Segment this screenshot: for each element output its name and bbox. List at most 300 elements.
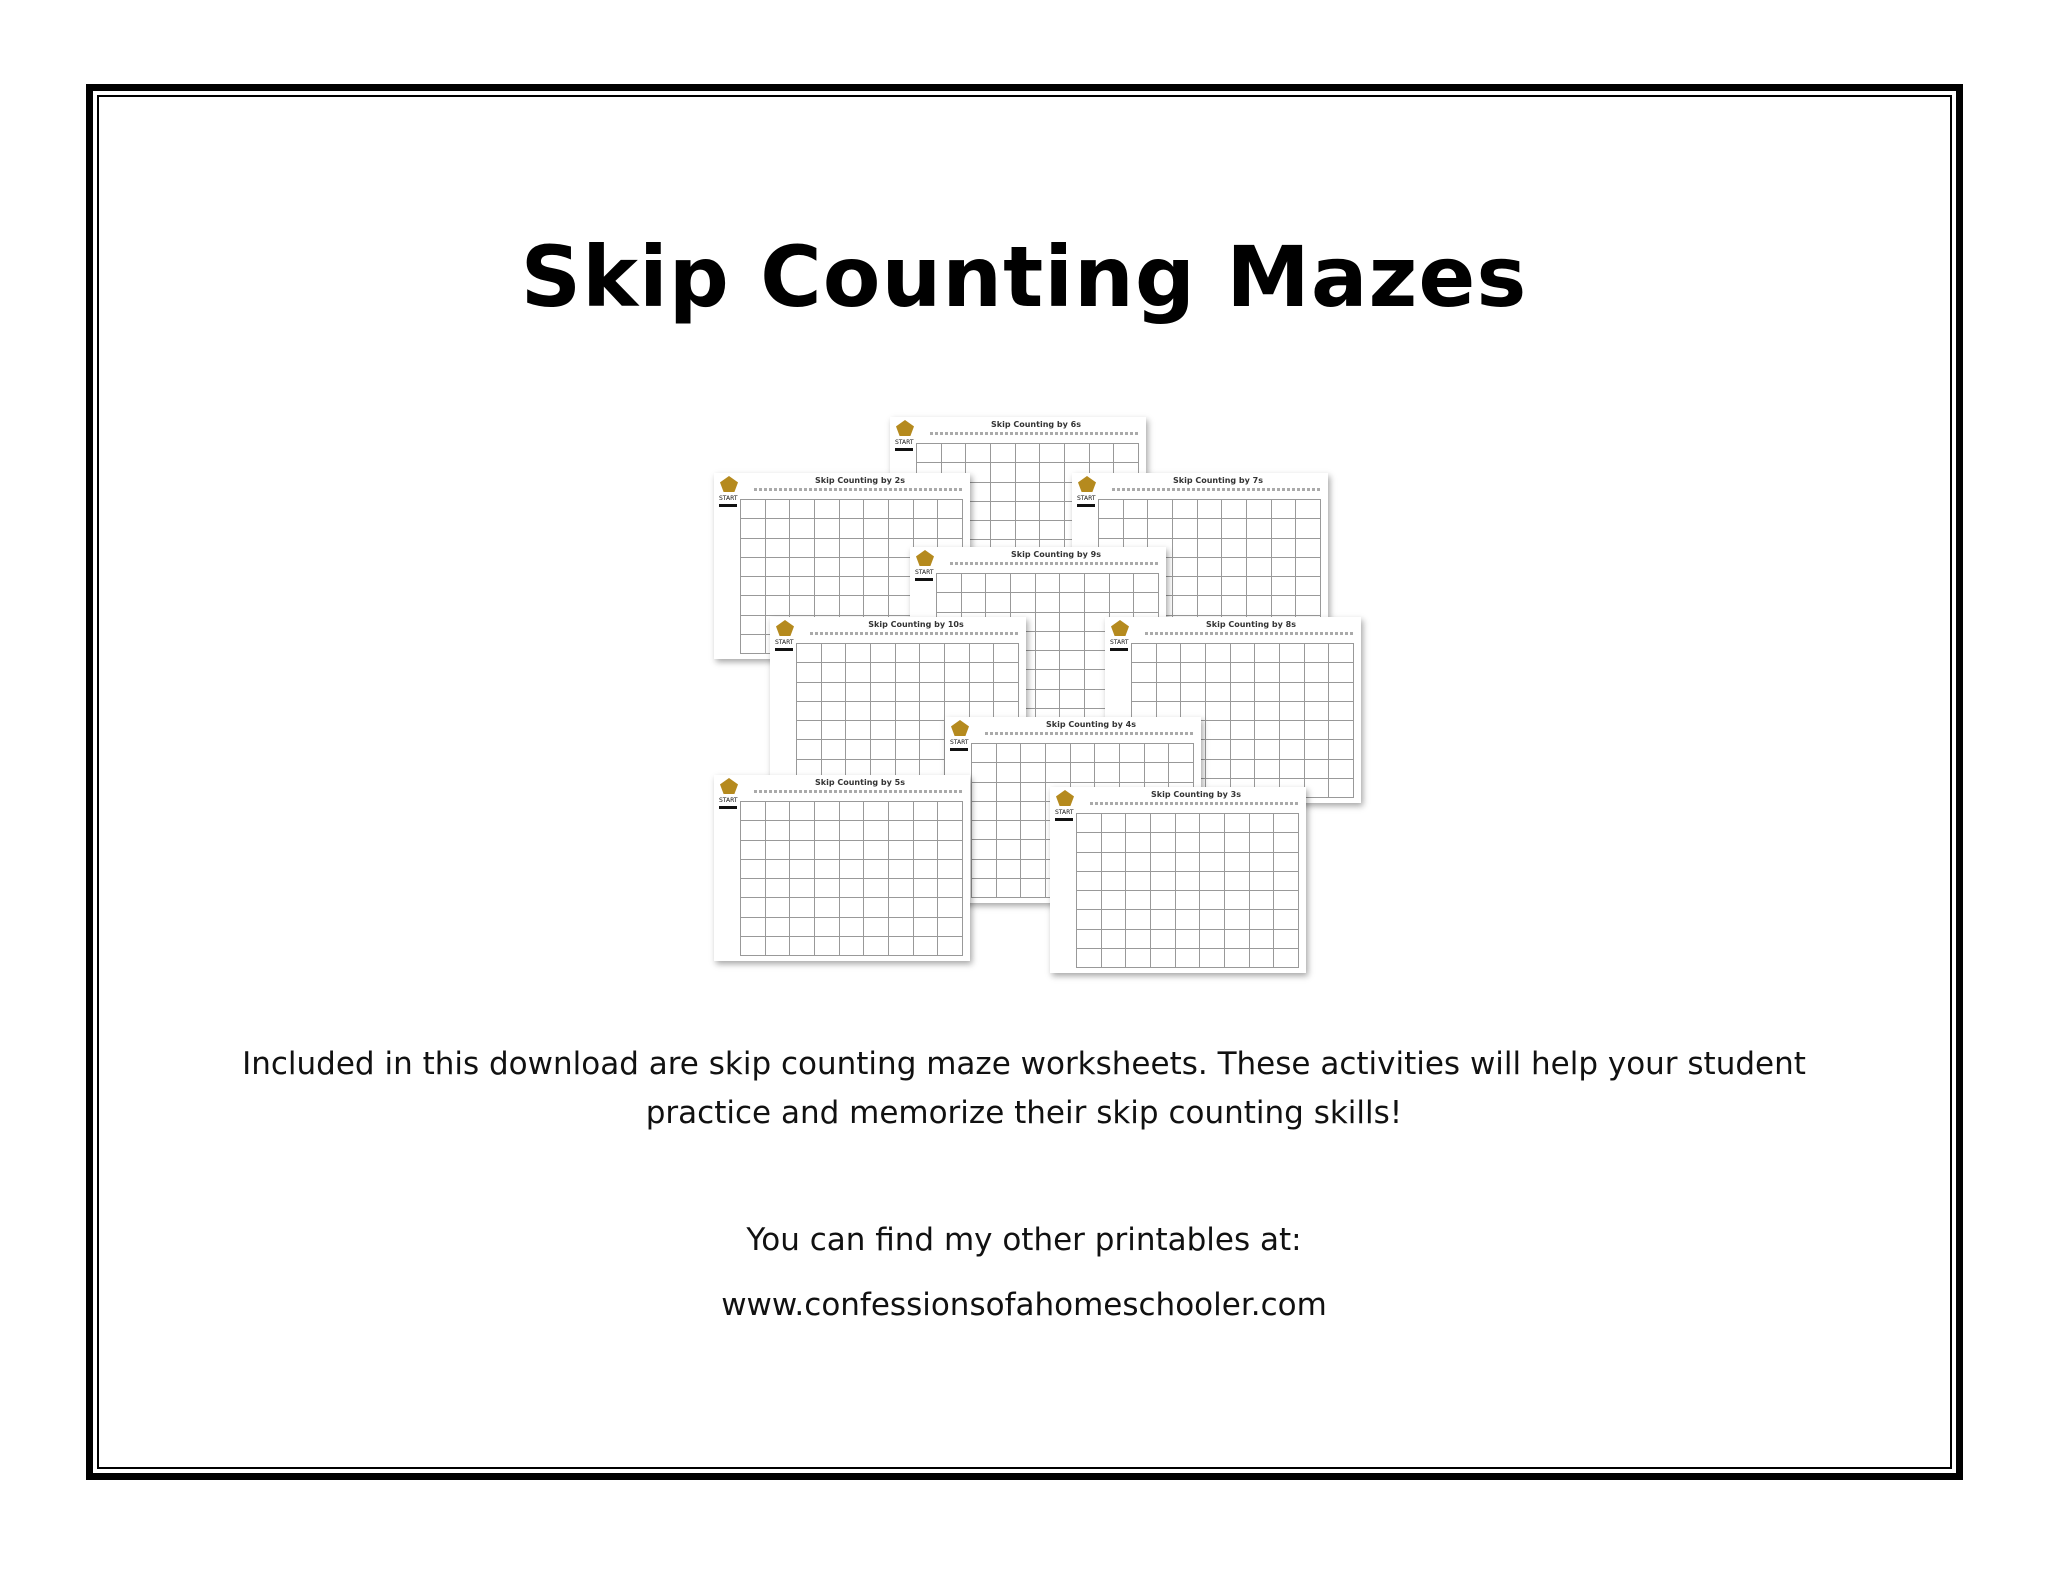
maze-cell bbox=[889, 860, 914, 879]
maze-cell bbox=[1095, 744, 1120, 763]
maze-cell bbox=[1077, 910, 1102, 929]
maze-cell bbox=[991, 444, 1016, 463]
maze-cell bbox=[1296, 558, 1321, 577]
maze-cell bbox=[889, 918, 914, 937]
maze-cell bbox=[840, 558, 865, 577]
worksheet-thumbnail bbox=[714, 775, 970, 961]
maze-cell bbox=[1173, 558, 1198, 577]
maze-cell bbox=[896, 721, 921, 740]
maze-cell bbox=[1255, 740, 1280, 759]
maze-cell bbox=[822, 702, 847, 721]
maze-cell bbox=[972, 763, 997, 782]
maze-cell bbox=[840, 841, 865, 860]
maze-cell bbox=[864, 596, 889, 615]
maze-cell bbox=[970, 644, 995, 663]
maze-cell bbox=[1225, 853, 1250, 872]
maze-cell bbox=[790, 879, 815, 898]
maze-cell bbox=[1173, 500, 1198, 519]
maze-cell bbox=[1060, 670, 1085, 689]
worksheet-instructions bbox=[1090, 802, 1298, 805]
maze-cell bbox=[741, 558, 766, 577]
maze-cell bbox=[790, 519, 815, 538]
maze-cell bbox=[741, 937, 766, 956]
maze-cell bbox=[1225, 910, 1250, 929]
maze-cell bbox=[1021, 821, 1046, 840]
maze-cell bbox=[986, 574, 1011, 593]
maze-cell bbox=[1085, 574, 1110, 593]
maze-cell bbox=[914, 500, 939, 519]
maze-cell bbox=[815, 898, 840, 917]
maze-cell bbox=[966, 521, 991, 540]
maze-cell bbox=[1077, 814, 1102, 833]
maze-cell bbox=[815, 937, 840, 956]
maze-cell bbox=[846, 702, 871, 721]
maze-cell bbox=[790, 596, 815, 615]
maze-cell bbox=[997, 763, 1022, 782]
maze-cell bbox=[1305, 721, 1330, 740]
maze-cell bbox=[790, 898, 815, 917]
maze-cell bbox=[997, 802, 1022, 821]
maze-cell bbox=[766, 558, 791, 577]
maze-cell bbox=[1329, 644, 1354, 663]
maze-cell bbox=[822, 663, 847, 682]
maze-cell bbox=[1280, 740, 1305, 759]
maze-cell bbox=[1102, 930, 1127, 949]
dragon-logo-icon bbox=[896, 420, 914, 436]
maze-cell bbox=[1085, 593, 1110, 612]
maze-cell bbox=[994, 683, 1019, 702]
maze-cell bbox=[972, 879, 997, 898]
maze-cell bbox=[766, 519, 791, 538]
maze-cell bbox=[1176, 853, 1201, 872]
maze-cell bbox=[790, 539, 815, 558]
maze-cell bbox=[889, 500, 914, 519]
maze-cell bbox=[1181, 683, 1206, 702]
maze-cell bbox=[1151, 853, 1176, 872]
maze-cell bbox=[1181, 663, 1206, 682]
maze-cell bbox=[914, 860, 939, 879]
maze-cell bbox=[1151, 814, 1176, 833]
worksheet-instructions bbox=[1112, 488, 1320, 491]
maze-cell bbox=[1120, 763, 1145, 782]
maze-cell bbox=[1329, 663, 1354, 682]
maze-cell bbox=[846, 644, 871, 663]
maze-cell bbox=[797, 644, 822, 663]
maze-cell bbox=[1296, 519, 1321, 538]
maze-cell bbox=[1206, 663, 1231, 682]
maze-cell bbox=[790, 937, 815, 956]
maze-cell bbox=[766, 879, 791, 898]
maze-cell bbox=[1036, 593, 1061, 612]
maze-cell bbox=[1169, 744, 1194, 763]
maze-cell bbox=[840, 500, 865, 519]
maze-cell bbox=[815, 879, 840, 898]
worksheet-instructions bbox=[810, 632, 1018, 635]
maze-cell bbox=[1296, 500, 1321, 519]
maze-cell bbox=[1329, 683, 1354, 702]
maze-cell bbox=[871, 683, 896, 702]
worksheet-title: Skip Counting by 4s bbox=[1046, 720, 1136, 729]
maze-cell bbox=[991, 502, 1016, 521]
maze-cell bbox=[1077, 949, 1102, 968]
maze-cell bbox=[1095, 763, 1120, 782]
maze-cell bbox=[1126, 910, 1151, 929]
maze-cell bbox=[815, 519, 840, 538]
maze-cell bbox=[815, 577, 840, 596]
maze-cell bbox=[1200, 833, 1225, 852]
maze-cell bbox=[1200, 891, 1225, 910]
dragon-logo-icon bbox=[720, 476, 738, 492]
maze-cell bbox=[1124, 519, 1149, 538]
maze-cell bbox=[1305, 740, 1330, 759]
maze-cell bbox=[815, 596, 840, 615]
maze-cell bbox=[1250, 853, 1275, 872]
maze-cell bbox=[1206, 740, 1231, 759]
worksheet-collage bbox=[700, 415, 1360, 985]
maze-cell bbox=[1040, 463, 1065, 482]
maze-cell bbox=[741, 519, 766, 538]
description-text: Included in this download are skip counting maze worksheets. These activities will help your student practice and memorize their skip counting skills! bbox=[242, 1046, 1806, 1131]
maze-cell bbox=[1274, 814, 1299, 833]
maze-cell bbox=[1198, 596, 1223, 615]
start-label: START bbox=[895, 439, 914, 446]
maze-cell bbox=[1176, 872, 1201, 891]
start-arrow-icon bbox=[719, 806, 737, 809]
maze-cell bbox=[938, 860, 963, 879]
maze-cell bbox=[1250, 872, 1275, 891]
maze-cell bbox=[896, 644, 921, 663]
maze-grid bbox=[1076, 813, 1299, 968]
maze-cell bbox=[938, 918, 963, 937]
maze-cell bbox=[1250, 891, 1275, 910]
maze-cell bbox=[1102, 833, 1127, 852]
maze-cell bbox=[790, 860, 815, 879]
maze-cell bbox=[1274, 949, 1299, 968]
maze-cell bbox=[914, 841, 939, 860]
maze-cell bbox=[1206, 644, 1231, 663]
maze-cell bbox=[1255, 760, 1280, 779]
maze-cell bbox=[1274, 872, 1299, 891]
maze-cell bbox=[1222, 500, 1247, 519]
maze-cell bbox=[840, 539, 865, 558]
maze-cell bbox=[864, 519, 889, 538]
maze-cell bbox=[822, 721, 847, 740]
maze-cell bbox=[840, 821, 865, 840]
maze-cell bbox=[1247, 539, 1272, 558]
worksheet-instructions bbox=[950, 562, 1158, 565]
maze-cell bbox=[840, 879, 865, 898]
maze-cell bbox=[1225, 833, 1250, 852]
maze-cell bbox=[896, 683, 921, 702]
maze-cell bbox=[1329, 760, 1354, 779]
maze-cell bbox=[815, 860, 840, 879]
maze-cell bbox=[1060, 613, 1085, 632]
maze-cell bbox=[1077, 872, 1102, 891]
worksheet-instructions bbox=[1145, 632, 1353, 635]
maze-cell bbox=[846, 683, 871, 702]
maze-cell bbox=[790, 802, 815, 821]
maze-cell bbox=[1181, 644, 1206, 663]
maze-cell bbox=[1274, 910, 1299, 929]
maze-cell bbox=[1151, 891, 1176, 910]
maze-cell bbox=[914, 519, 939, 538]
find-more-text: You can find my other printables at: bbox=[746, 1222, 1302, 1258]
maze-cell bbox=[914, 937, 939, 956]
maze-cell bbox=[1225, 814, 1250, 833]
maze-cell bbox=[889, 841, 914, 860]
maze-cell bbox=[972, 840, 997, 859]
dragon-logo-icon bbox=[776, 620, 794, 636]
maze-cell bbox=[1060, 651, 1085, 670]
maze-cell bbox=[1077, 853, 1102, 872]
maze-cell bbox=[1222, 577, 1247, 596]
maze-cell bbox=[1065, 444, 1090, 463]
maze-cell bbox=[1305, 644, 1330, 663]
maze-cell bbox=[920, 683, 945, 702]
start-label: START bbox=[775, 639, 794, 646]
maze-cell bbox=[1274, 930, 1299, 949]
maze-cell bbox=[997, 840, 1022, 859]
maze-cell bbox=[766, 860, 791, 879]
maze-cell bbox=[864, 860, 889, 879]
maze-cell bbox=[766, 841, 791, 860]
maze-cell bbox=[1040, 444, 1065, 463]
maze-cell bbox=[1329, 702, 1354, 721]
maze-cell bbox=[864, 937, 889, 956]
maze-cell bbox=[966, 502, 991, 521]
maze-cell bbox=[1157, 644, 1182, 663]
maze-cell bbox=[1247, 558, 1272, 577]
maze-cell bbox=[991, 463, 1016, 482]
maze-cell bbox=[741, 635, 766, 654]
start-label: START bbox=[719, 495, 738, 502]
maze-cell bbox=[1176, 814, 1201, 833]
maze-cell bbox=[1126, 930, 1151, 949]
maze-cell bbox=[766, 500, 791, 519]
start-arrow-icon bbox=[719, 504, 737, 507]
maze-cell bbox=[986, 593, 1011, 612]
maze-cell bbox=[914, 802, 939, 821]
maze-cell bbox=[741, 616, 766, 635]
maze-cell bbox=[1176, 930, 1201, 949]
maze-cell bbox=[1071, 744, 1096, 763]
maze-cell bbox=[822, 683, 847, 702]
maze-cell bbox=[1255, 702, 1280, 721]
worksheet-instructions bbox=[930, 432, 1138, 435]
maze-cell bbox=[864, 918, 889, 937]
maze-cell bbox=[1274, 853, 1299, 872]
maze-cell bbox=[1222, 558, 1247, 577]
maze-cell bbox=[1016, 521, 1041, 540]
maze-cell bbox=[840, 577, 865, 596]
maze-cell bbox=[1250, 833, 1275, 852]
start-label: START bbox=[719, 797, 738, 804]
maze-cell bbox=[1296, 596, 1321, 615]
maze-cell bbox=[815, 539, 840, 558]
maze-cell bbox=[1198, 539, 1223, 558]
maze-grid bbox=[740, 801, 963, 956]
maze-cell bbox=[1036, 632, 1061, 651]
maze-cell bbox=[766, 596, 791, 615]
maze-cell bbox=[1198, 558, 1223, 577]
maze-cell bbox=[1247, 596, 1272, 615]
maze-cell bbox=[997, 744, 1022, 763]
maze-cell bbox=[997, 860, 1022, 879]
maze-cell bbox=[1132, 663, 1157, 682]
maze-cell bbox=[1090, 444, 1115, 463]
maze-cell bbox=[1225, 930, 1250, 949]
maze-cell bbox=[1255, 644, 1280, 663]
maze-cell bbox=[1176, 833, 1201, 852]
maze-cell bbox=[741, 500, 766, 519]
maze-cell bbox=[1272, 500, 1297, 519]
maze-cell bbox=[1021, 860, 1046, 879]
maze-cell bbox=[1021, 763, 1046, 782]
maze-cell bbox=[1222, 539, 1247, 558]
maze-cell bbox=[938, 937, 963, 956]
maze-cell bbox=[1250, 949, 1275, 968]
maze-cell bbox=[1272, 596, 1297, 615]
start-arrow-icon bbox=[1055, 818, 1073, 821]
maze-cell bbox=[889, 937, 914, 956]
maze-cell bbox=[1110, 593, 1135, 612]
maze-cell bbox=[1231, 740, 1256, 759]
maze-cell bbox=[1132, 644, 1157, 663]
maze-cell bbox=[994, 644, 1019, 663]
worksheet-title: Skip Counting by 8s bbox=[1206, 620, 1296, 629]
maze-cell bbox=[994, 663, 1019, 682]
maze-cell bbox=[1280, 721, 1305, 740]
maze-cell bbox=[1151, 833, 1176, 852]
maze-cell bbox=[864, 500, 889, 519]
maze-cell bbox=[1099, 500, 1124, 519]
maze-cell bbox=[1173, 519, 1198, 538]
maze-cell bbox=[914, 879, 939, 898]
maze-cell bbox=[1200, 910, 1225, 929]
maze-cell bbox=[938, 500, 963, 519]
maze-cell bbox=[1272, 577, 1297, 596]
maze-cell bbox=[1255, 683, 1280, 702]
maze-cell bbox=[871, 702, 896, 721]
maze-cell bbox=[1046, 763, 1071, 782]
maze-cell bbox=[1036, 574, 1061, 593]
maze-cell bbox=[945, 683, 970, 702]
maze-cell bbox=[889, 879, 914, 898]
maze-cell bbox=[1077, 891, 1102, 910]
start-label: START bbox=[950, 739, 969, 746]
maze-cell bbox=[1176, 949, 1201, 968]
maze-cell bbox=[972, 860, 997, 879]
maze-cell bbox=[1329, 740, 1354, 759]
maze-cell bbox=[1036, 690, 1061, 709]
maze-cell bbox=[741, 879, 766, 898]
maze-cell bbox=[822, 644, 847, 663]
maze-cell bbox=[920, 721, 945, 740]
maze-cell bbox=[1151, 910, 1176, 929]
maze-cell bbox=[815, 841, 840, 860]
maze-cell bbox=[1280, 683, 1305, 702]
maze-cell bbox=[797, 663, 822, 682]
maze-cell bbox=[840, 596, 865, 615]
maze-cell bbox=[920, 702, 945, 721]
maze-cell bbox=[1231, 760, 1256, 779]
maze-cell bbox=[972, 744, 997, 763]
maze-cell bbox=[840, 937, 865, 956]
maze-cell bbox=[1040, 483, 1065, 502]
maze-cell bbox=[997, 821, 1022, 840]
maze-cell bbox=[896, 663, 921, 682]
maze-cell bbox=[871, 644, 896, 663]
maze-cell bbox=[1060, 632, 1085, 651]
maze-cell bbox=[1114, 444, 1139, 463]
maze-cell bbox=[889, 898, 914, 917]
maze-cell bbox=[1200, 872, 1225, 891]
maze-cell bbox=[815, 918, 840, 937]
maze-cell bbox=[864, 802, 889, 821]
maze-cell bbox=[871, 663, 896, 682]
maze-cell bbox=[815, 802, 840, 821]
maze-cell bbox=[1206, 760, 1231, 779]
maze-cell bbox=[1120, 744, 1145, 763]
maze-cell bbox=[766, 577, 791, 596]
maze-cell bbox=[997, 783, 1022, 802]
maze-cell bbox=[920, 644, 945, 663]
maze-cell bbox=[1280, 760, 1305, 779]
start-arrow-icon bbox=[895, 448, 913, 451]
maze-cell bbox=[840, 860, 865, 879]
maze-cell bbox=[1126, 853, 1151, 872]
maze-cell bbox=[914, 898, 939, 917]
worksheet-instructions bbox=[985, 732, 1193, 735]
maze-cell bbox=[741, 860, 766, 879]
maze-cell bbox=[741, 577, 766, 596]
maze-cell bbox=[966, 444, 991, 463]
start-label: START bbox=[1077, 495, 1096, 502]
maze-cell bbox=[1200, 949, 1225, 968]
maze-cell bbox=[937, 593, 962, 612]
maze-cell bbox=[962, 593, 987, 612]
maze-cell bbox=[1102, 853, 1127, 872]
maze-cell bbox=[1231, 683, 1256, 702]
maze-cell bbox=[1126, 891, 1151, 910]
maze-cell bbox=[896, 702, 921, 721]
maze-cell bbox=[846, 740, 871, 759]
worksheet-title: Skip Counting by 5s bbox=[815, 778, 905, 787]
maze-cell bbox=[766, 802, 791, 821]
maze-cell bbox=[1099, 519, 1124, 538]
maze-cell bbox=[797, 721, 822, 740]
maze-cell bbox=[1021, 744, 1046, 763]
dragon-logo-icon bbox=[916, 550, 934, 566]
maze-cell bbox=[1040, 521, 1065, 540]
maze-cell bbox=[1011, 593, 1036, 612]
maze-cell bbox=[1021, 783, 1046, 802]
maze-cell bbox=[864, 879, 889, 898]
maze-cell bbox=[1296, 539, 1321, 558]
maze-cell bbox=[1272, 519, 1297, 538]
maze-cell bbox=[1255, 721, 1280, 740]
maze-cell bbox=[1296, 577, 1321, 596]
maze-cell bbox=[797, 702, 822, 721]
maze-cell bbox=[1148, 500, 1173, 519]
start-label: START bbox=[1110, 639, 1129, 646]
maze-cell bbox=[938, 898, 963, 917]
maze-cell bbox=[766, 539, 791, 558]
worksheet-instructions bbox=[754, 790, 962, 793]
maze-cell bbox=[797, 740, 822, 759]
maze-cell bbox=[1046, 744, 1071, 763]
maze-cell bbox=[864, 898, 889, 917]
